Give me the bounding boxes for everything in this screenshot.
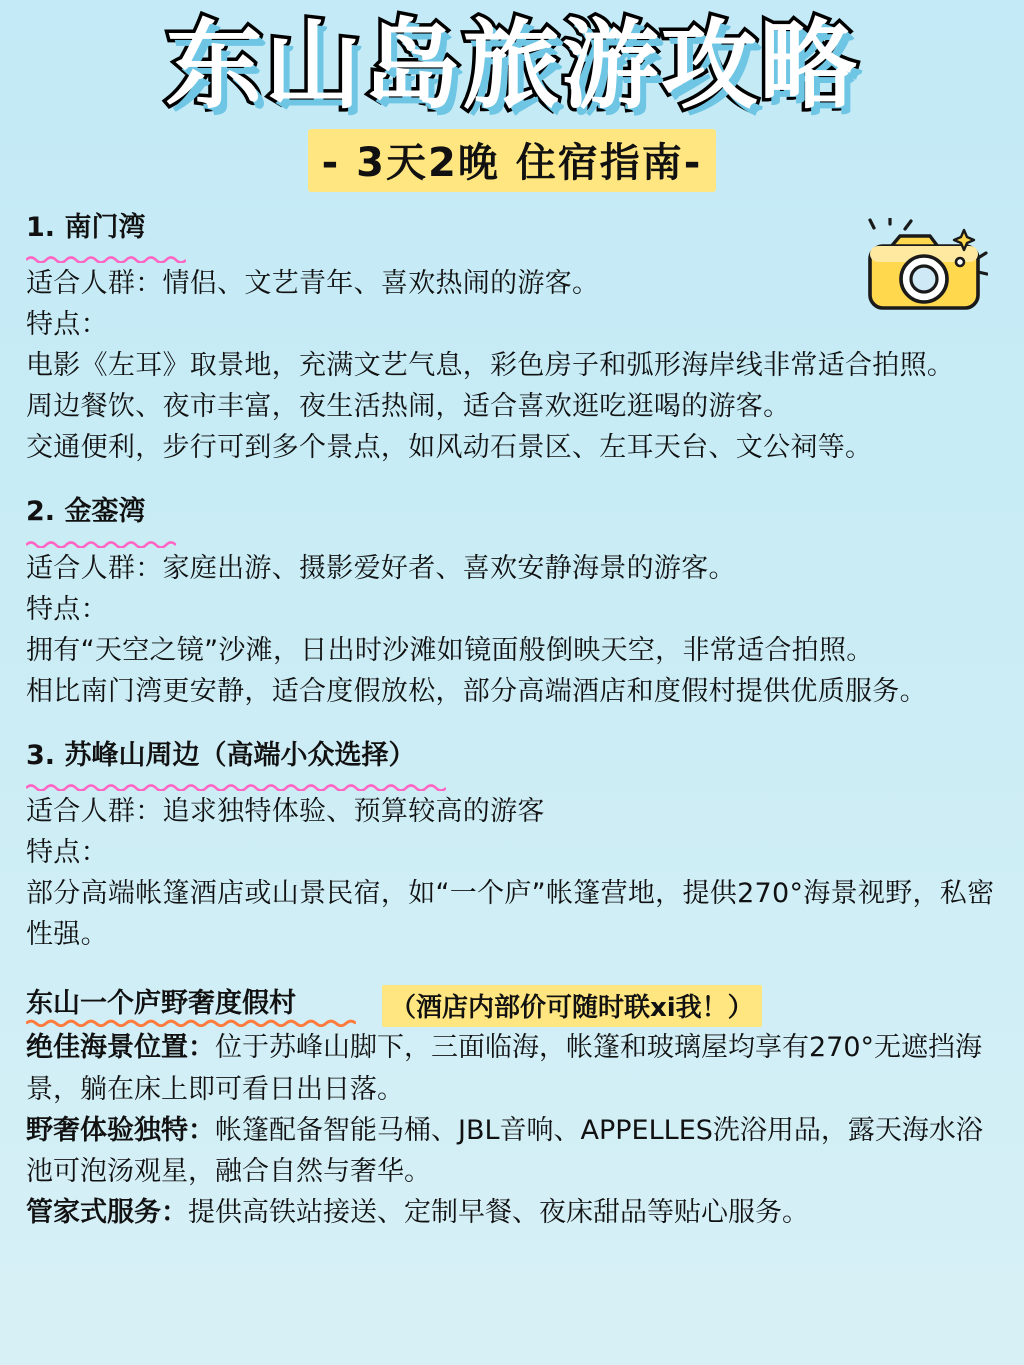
camera-icon (860, 218, 988, 322)
resort-item (26, 1110, 998, 1192)
section-line: 拥有“天空之镜”沙滩，日出时沙滩如镜面般倒映天空，非常适合拍照。 (26, 634, 874, 666)
section-line: 适合人群：情侣、文艺青年、喜欢热闹的游客。 (26, 268, 600, 300)
resort-item-label: 管家式服务： (26, 1196, 188, 1228)
resort-item (26, 1027, 998, 1109)
section-nanmenwan (26, 210, 998, 469)
section-line: 部分高端帐篷酒店或山景民宿，如“一个庐”帐篷营地，提供270°海景视野，私密性强。 (26, 878, 995, 951)
section-line: 适合人群：追求独特体验、预算较高的游客 (26, 796, 545, 828)
section-line: 特点： (26, 593, 108, 625)
section-jinluanwan (26, 494, 998, 712)
section-line: 特点： (26, 309, 108, 341)
page-title: 东山岛旅游攻略 (165, 9, 859, 122)
pink-wave-underline-icon (26, 782, 446, 791)
resort-item-label: 野奢体验独特： (26, 1114, 215, 1146)
resort-item-label: 绝佳海景位置： (26, 1032, 215, 1064)
pink-wave-underline-icon (26, 539, 176, 548)
content-body (18, 210, 1006, 1233)
resort-note-badge: （酒店内部价可随时联xi我！） (382, 985, 762, 1027)
header (18, 0, 1006, 192)
resort-item-text: 提供高铁站接送、定制早餐、夜床甜品等贴心服务。 (188, 1196, 809, 1228)
resort-heading-row (26, 981, 998, 1027)
section-heading: 2. 金銮湾 (26, 496, 146, 528)
page-subtitle: - 3天2晚 住宿指南- (308, 129, 717, 192)
section-sufengshan (26, 738, 998, 956)
resort-title: 东山一个庐野奢度假村 (26, 988, 296, 1020)
section-resort (26, 981, 998, 1232)
pink-wave-underline-icon (26, 254, 186, 263)
resort-item-text: 位于苏峰山脚下，三面临海，帐篷和玻璃屋均享有270°无遮挡海景，躺在床上即可看日出日落。 (26, 1032, 983, 1105)
section-line: 交通便利，步行可到多个景点，如风动石景区、左耳天台、文公祠等。 (26, 432, 873, 464)
section-line: 电影《左耳》取景地，充满文艺气息，彩色房子和弧形海岸线非常适合拍照。 (26, 350, 955, 382)
section-heading: 1. 南门湾 (26, 211, 146, 243)
section-line: 周边餐饮、夜市丰富，夜生活热闹，适合喜欢逛吃逛喝的游客。 (26, 391, 791, 423)
resort-item (26, 1192, 998, 1233)
subtitle-row (18, 129, 1006, 192)
resort-item-text: 帐篷配备智能马桶、JBL音响、APPELLES洗浴用品，露天海水浴池可泡汤观星，融合自然与奢华。 (26, 1114, 983, 1187)
section-heading: 3. 苏峰山周边（高端小众选择） (26, 739, 416, 771)
section-line: 适合人群：家庭出游、摄影爱好者、喜欢安静海景的游客。 (26, 552, 736, 584)
section-line: 特点： (26, 837, 108, 869)
section-line: 相比南门湾更安静，适合度假放松，部分高端酒店和度假村提供优质服务。 (26, 675, 927, 707)
